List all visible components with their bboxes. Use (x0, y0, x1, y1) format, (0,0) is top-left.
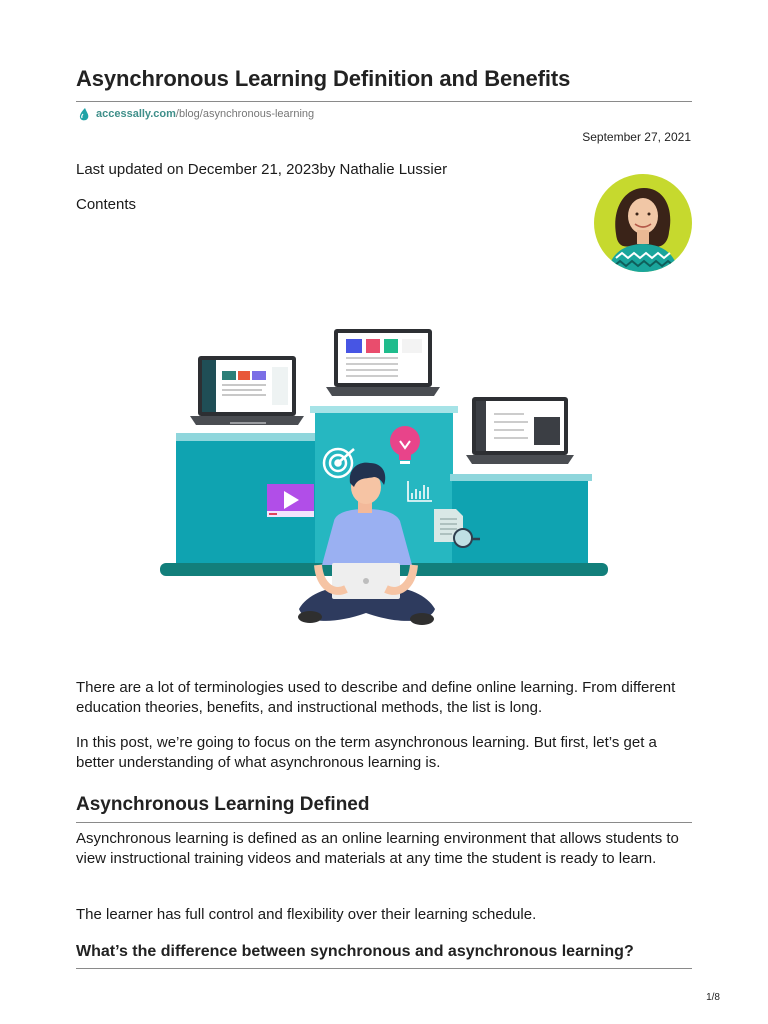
intro-paragraph-2: In this post, we’re going to focus on the term asynchronous learning. But first, let’s get a better understanding of what asynchronous learning is. (76, 734, 657, 771)
intro-paragraph-1: There are a lot of terminologies used to describe and define online learning. From different education theories, benefits, and instructional methods, the list is long. (76, 679, 676, 716)
section-divider (76, 822, 692, 823)
source-path[interactable]: /blog/asynchronous-learning (175, 108, 315, 120)
author-avatar (594, 174, 692, 272)
laptop-right (466, 397, 574, 464)
published-date: September 27, 2021 (582, 130, 691, 144)
title-divider (76, 101, 692, 102)
laptop-left (190, 356, 304, 425)
page-number: 1/8 (706, 992, 720, 1003)
play-icon (267, 484, 314, 517)
laptop-center (326, 329, 440, 396)
contents-label[interactable]: Contents (76, 196, 137, 213)
water-drop-icon (78, 107, 91, 121)
subheading-divider (76, 968, 692, 969)
subheading: What’s the difference between synchronous and asynchronous learning? (76, 943, 634, 960)
article-title: Asynchronous Learning Definition and Benefits (76, 66, 571, 91)
right-pedestal (452, 475, 588, 566)
hero-illustration (160, 327, 608, 630)
updated-byline: Last updated on December 21, 2023by Nathalie Lussier (76, 161, 448, 178)
source-domain[interactable]: accessally.com (96, 108, 176, 120)
section-heading: Asynchronous Learning Defined (76, 794, 370, 815)
source-link[interactable] (78, 107, 314, 121)
section-paragraph-1: Asynchronous learning is defined as an online learning environment that allows students to view instructional training videos and materials at any time the student is ready to learn. (76, 830, 679, 867)
section-paragraph-2: The learner has full control and flexibility over their learning schedule. (76, 906, 537, 923)
